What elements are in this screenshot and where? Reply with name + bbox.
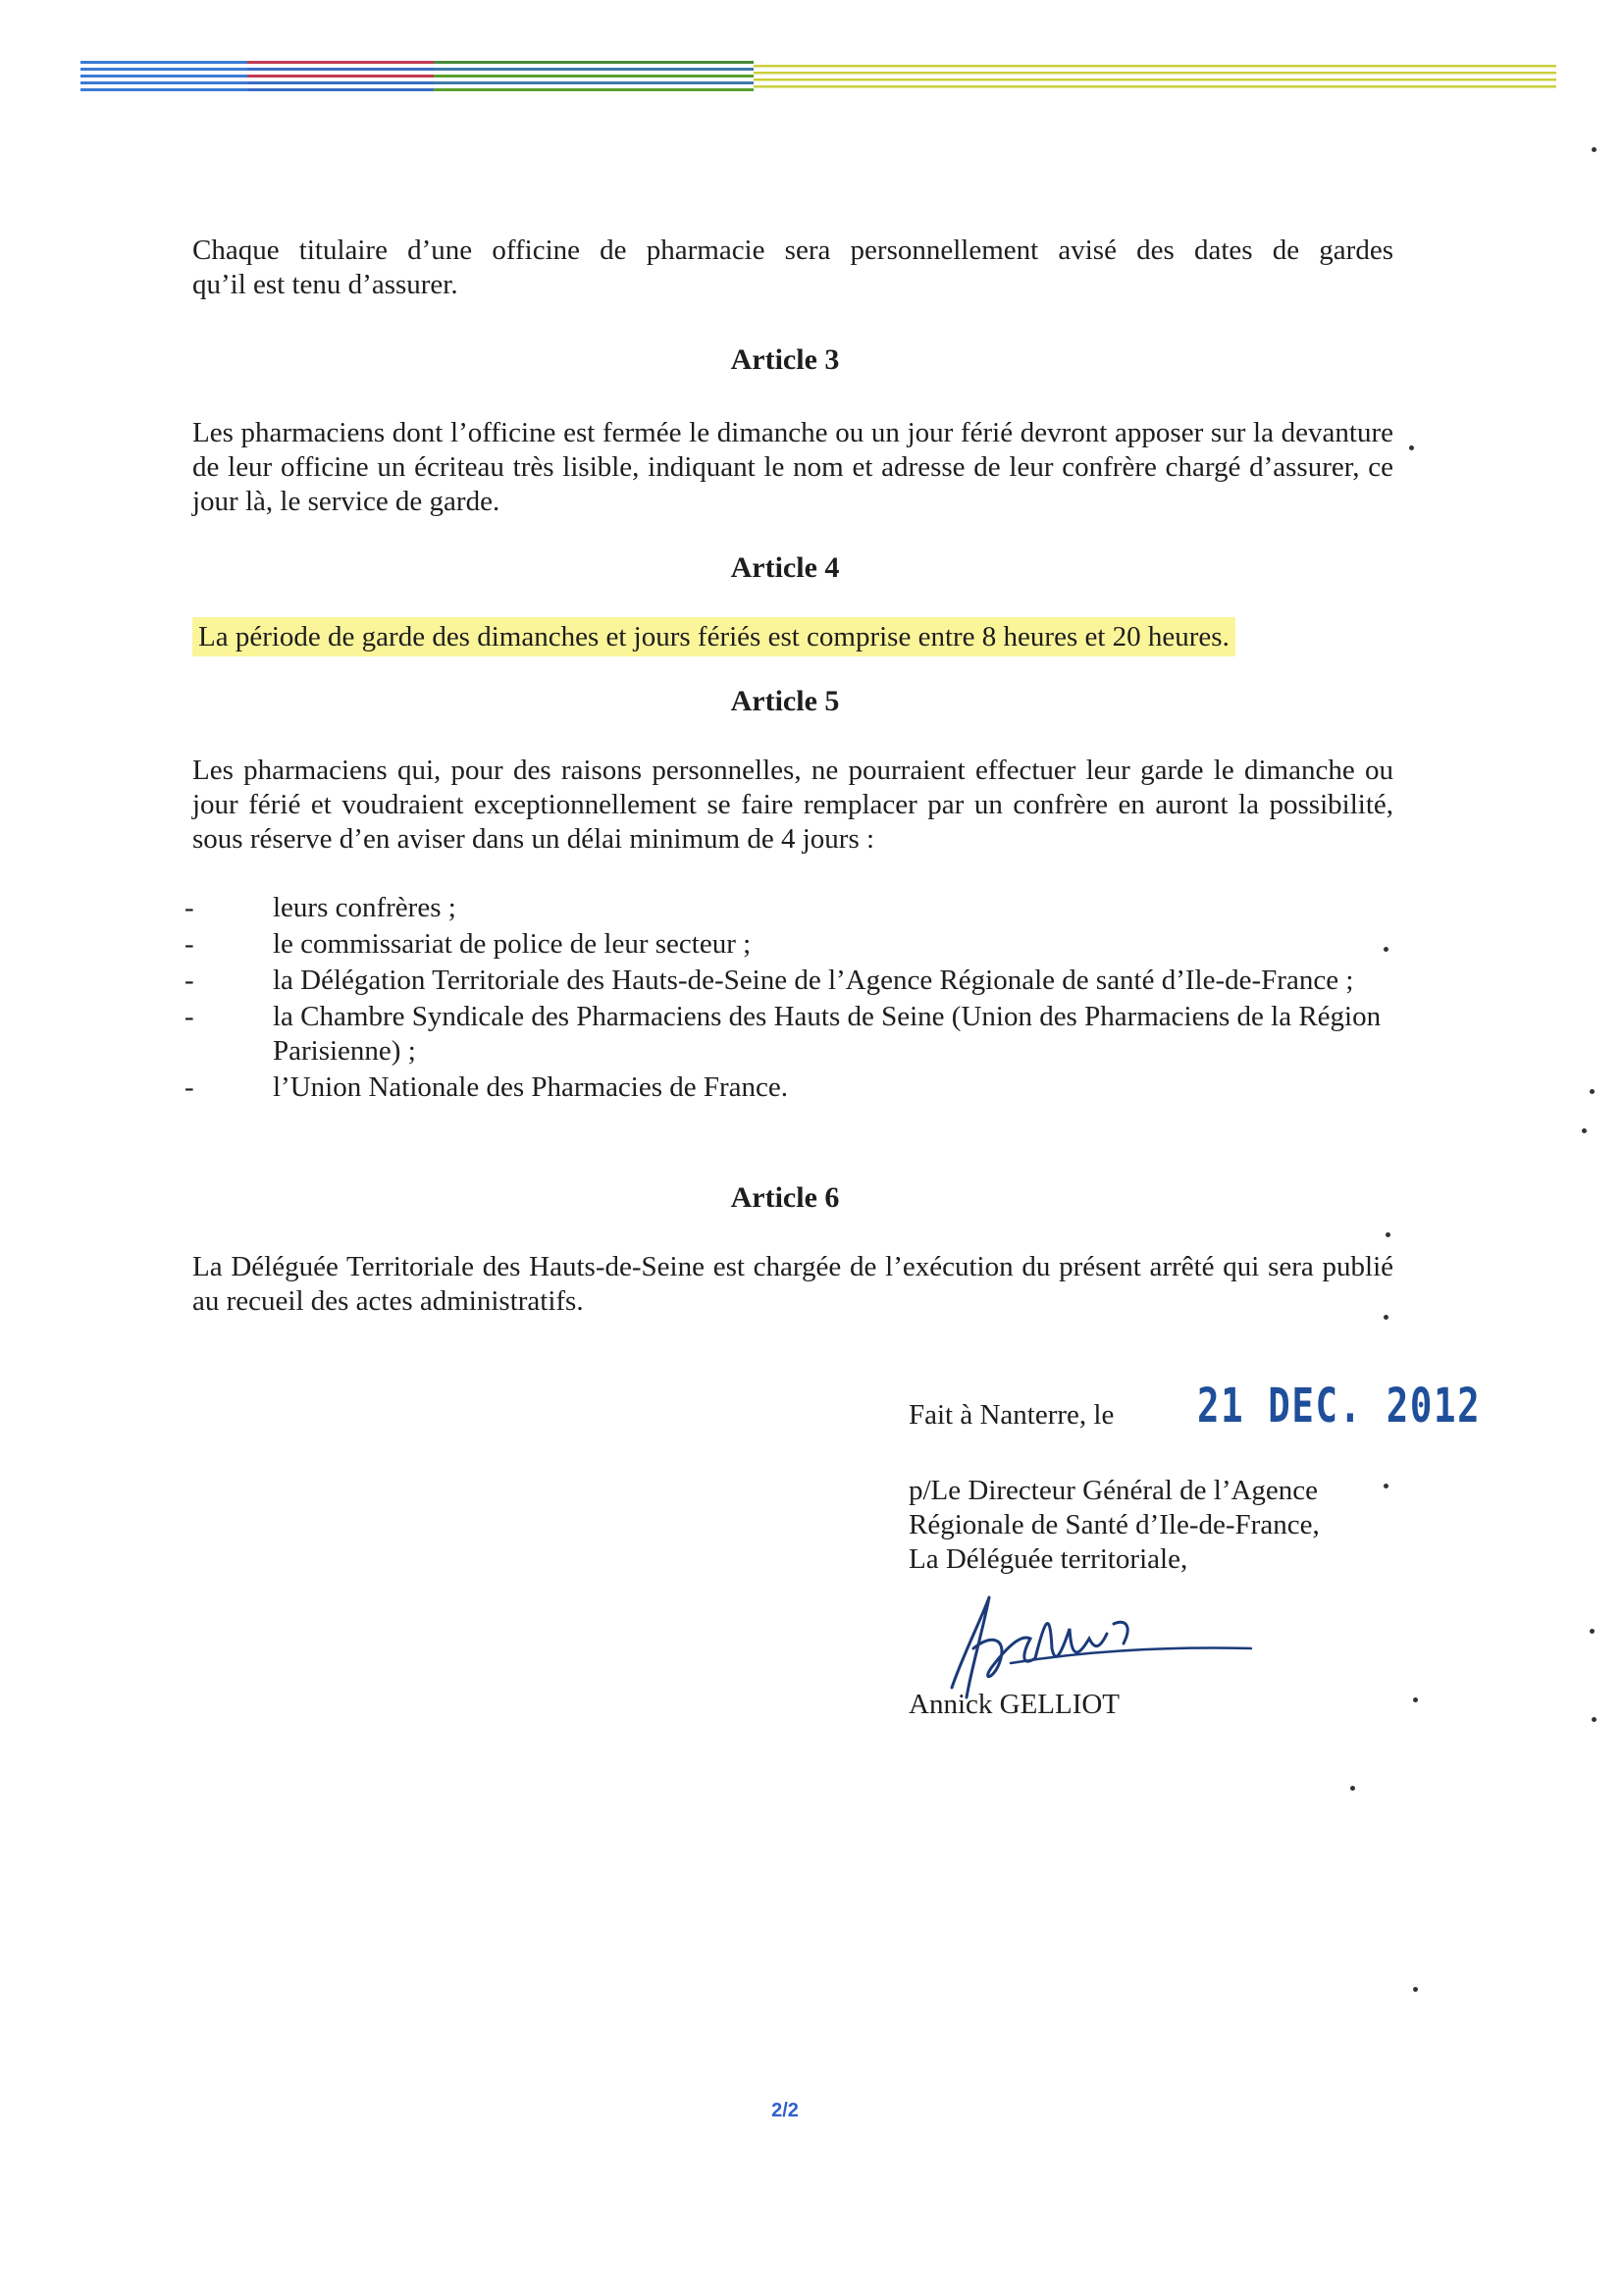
list-item-text: l’Union Nationale des Pharmacies de France. bbox=[273, 1071, 789, 1103]
date-stamp: 21 DEC. 2012 bbox=[1197, 1379, 1482, 1434]
scan-speck bbox=[1384, 947, 1388, 952]
list-item bbox=[177, 927, 1393, 962]
list-dash: - bbox=[184, 928, 194, 960]
signatory-name: Annick GELLIOT bbox=[909, 1689, 1121, 1720]
signatory-title-line-1: p/Le Directeur Général de l’Agence bbox=[909, 1475, 1319, 1506]
scan-speck bbox=[1582, 1128, 1587, 1133]
scan-speck bbox=[1386, 1232, 1390, 1237]
band-blue-segment bbox=[80, 61, 257, 91]
scan-speck bbox=[1413, 1987, 1418, 1992]
scan-speck bbox=[1590, 1629, 1595, 1634]
scan-speck bbox=[1592, 147, 1597, 152]
list-item bbox=[177, 1070, 1393, 1105]
intro-line-1: Chaque titulaire d’une officine de pharmacie sera personnellement avisé des dates de gardes bbox=[192, 235, 1393, 266]
list-item bbox=[177, 891, 1393, 925]
scan-speck bbox=[1590, 1089, 1595, 1094]
header-decorative-band bbox=[80, 59, 1556, 96]
scan-speck bbox=[1592, 1717, 1597, 1722]
scan-speck bbox=[1384, 1315, 1388, 1320]
list-dash: - bbox=[184, 892, 194, 923]
article-4-body-highlighted: La période de garde des dimanches et jours fériés est comprise entre 8 heures et 20 heures. bbox=[192, 617, 1235, 656]
list-item-text: leurs confrères ; bbox=[273, 892, 456, 923]
list-item bbox=[177, 964, 1393, 998]
intro-paragraph bbox=[192, 234, 1393, 302]
list-item bbox=[177, 1000, 1393, 1069]
list-dash: - bbox=[184, 965, 194, 996]
band-red-segment bbox=[247, 61, 434, 91]
article-5-body: Les pharmaciens qui, pour des raisons personnelles, ne pourraient effectuer leur garde le dimanche ou jour férié et voudraient exceptionnellement se faire remplacer par un confrère en auront la possibilité, sous réserve d’en aviser dans un délai minimum de 4 jours : bbox=[192, 755, 1393, 855]
article-3-body: Les pharmaciens dont l’officine est fermée le dimanche ou un jour férié devront apposer sur la devanture de leur officine un écriteau très lisible, indiquant le nom et adresse de leur confrère chargé d’assurer, ce jour là, le service de garde. bbox=[192, 417, 1393, 517]
intro-line-2: qu’il est tenu d’assurer. bbox=[192, 269, 458, 300]
list-item-text: la Chambre Syndicale des Pharmaciens des Hauts de Seine (Union des Pharmaciens de la Région Parisienne) ; bbox=[273, 1001, 1382, 1067]
signatory-title bbox=[909, 1474, 1320, 1577]
scan-speck bbox=[1384, 1484, 1388, 1488]
band-green-segment bbox=[434, 61, 754, 91]
article-3-heading: Article 3 bbox=[730, 343, 840, 376]
article-4-paragraph bbox=[192, 620, 1393, 654]
signature-place: Fait à Nanterre, le bbox=[909, 1399, 1115, 1431]
list-item-text: la Délégation Territoriale des Hauts-de-Seine de l’Agence Régionale de santé d’Ile-de-France ; bbox=[273, 965, 1354, 996]
page-number: 2/2 bbox=[771, 2100, 799, 2121]
signatory-title-line-3: La Déléguée territoriale, bbox=[909, 1543, 1188, 1575]
list-dash: - bbox=[184, 1001, 194, 1032]
article-5-recipient-list bbox=[177, 891, 1393, 1107]
list-dash: - bbox=[184, 1071, 194, 1103]
scan-speck bbox=[1413, 1697, 1418, 1702]
list-item-text: le commissariat de police de leur secteur ; bbox=[273, 928, 752, 960]
article-4-heading: Article 4 bbox=[730, 551, 840, 584]
signatory-title-line-2: Régionale de Santé d’Ile-de-France, bbox=[909, 1509, 1320, 1540]
band-yellow-segment bbox=[754, 65, 1556, 88]
article-6-body: La Déléguée Territoriale des Hauts-de-Seine est chargée de l’exécution du présent arrêté qui sera publié au recueil des actes administratifs. bbox=[192, 1251, 1393, 1317]
scan-speck bbox=[1409, 445, 1414, 450]
article-6-heading: Article 6 bbox=[730, 1181, 840, 1214]
article-5-heading: Article 5 bbox=[730, 685, 840, 717]
scan-speck bbox=[1350, 1786, 1355, 1791]
